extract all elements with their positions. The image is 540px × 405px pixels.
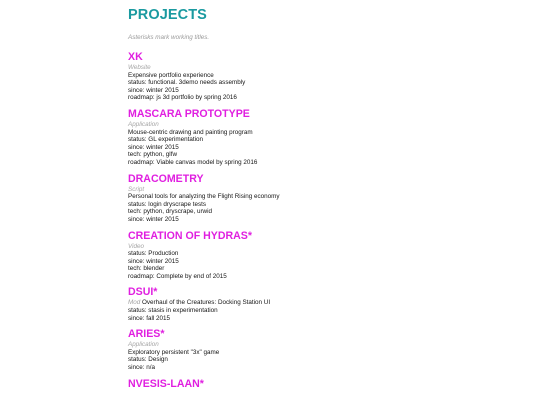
project-since: since: winter 2015 bbox=[128, 215, 179, 223]
project-creation-of-hydras bbox=[128, 230, 448, 281]
project-description: Exploratory persistent "3x" game bbox=[128, 348, 220, 356]
project-xk bbox=[128, 51, 448, 102]
project-category: Video bbox=[128, 242, 144, 250]
project-title: XK bbox=[128, 51, 143, 63]
project-status: status: Production bbox=[128, 250, 179, 258]
project-category: Mod bbox=[128, 299, 141, 307]
project-roadmap: roadmap: Complete by end of 2015 bbox=[128, 272, 227, 280]
project-dsui bbox=[128, 286, 448, 322]
project-since: since: winter 2015 bbox=[128, 143, 179, 151]
project-title: NVESIS-LAAN* bbox=[128, 377, 204, 390]
page-title: PROJECTS bbox=[128, 7, 207, 23]
project-description: Mouse-centric drawing and painting program bbox=[128, 128, 253, 136]
project-status: status: Design bbox=[128, 356, 168, 364]
intro-note: Asterisks mark working titles. bbox=[128, 34, 210, 41]
project-status: status: functional. 3demo needs assembly bbox=[128, 79, 246, 87]
project-mascara-prototype bbox=[128, 108, 448, 167]
project-since: since: fall 2015 bbox=[128, 314, 171, 322]
project-roadmap: roadmap: js 3d portfolio by spring 2016 bbox=[128, 94, 237, 102]
project-description: Personal tools for analyzing the Flight Rising economy bbox=[128, 193, 280, 201]
project-aries bbox=[128, 328, 448, 371]
project-since: since: n/a bbox=[128, 364, 155, 372]
project-title: DSUI* bbox=[128, 286, 158, 299]
project-category: Website bbox=[128, 64, 151, 71]
project-description: Overhaul of the Creatures: Docking Station UI bbox=[142, 299, 271, 307]
projects-page bbox=[128, 7, 448, 396]
project-status: status: login dryscrape tests bbox=[128, 200, 207, 208]
project-category: Application bbox=[128, 341, 159, 349]
project-title: MASCARA PROTOTYPE bbox=[128, 107, 250, 120]
project-roadmap: roadmap: Viable canvas model by spring 2016 bbox=[128, 158, 258, 166]
project-nvesis-laan bbox=[128, 378, 448, 390]
project-title: CREATION OF HYDRAS* bbox=[128, 229, 252, 242]
project-category-and-description bbox=[128, 299, 448, 307]
project-category: Application bbox=[128, 120, 159, 128]
project-tech: tech: python, dryscrape, urwid bbox=[128, 208, 212, 216]
project-since: since: winter 2015 bbox=[128, 86, 179, 94]
project-status: status: GL experimentation bbox=[128, 136, 204, 144]
project-description: Expensive portfolio experience bbox=[128, 71, 214, 79]
project-tech: tech: blender bbox=[128, 265, 165, 273]
project-dracometry bbox=[128, 173, 448, 224]
project-title: DRACOMETRY bbox=[128, 172, 204, 185]
project-tech: tech: python, glfw bbox=[128, 151, 178, 159]
project-status: status: stasis in experimentation bbox=[128, 307, 218, 315]
project-title: ARIES* bbox=[128, 328, 165, 341]
project-category: Script bbox=[128, 185, 145, 193]
project-since: since: winter 2015 bbox=[128, 257, 179, 265]
